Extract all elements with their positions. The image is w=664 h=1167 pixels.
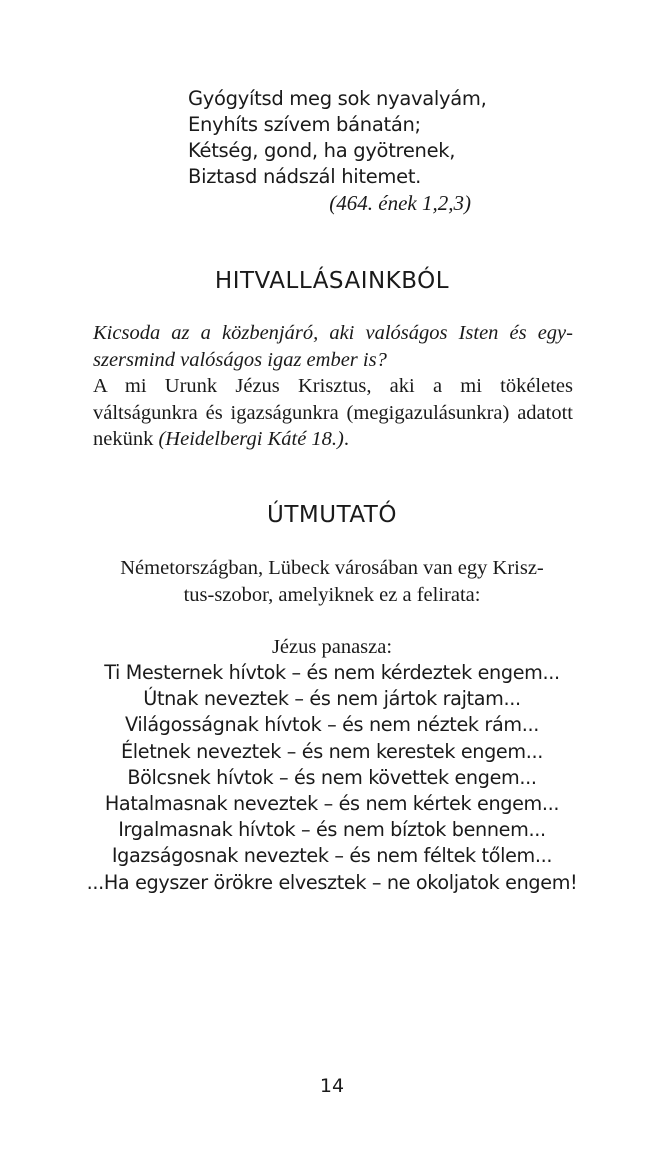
guide-intro (0, 555, 664, 608)
lament-line: Ti Mesternek hívtok – és nem kérdeztek engem... (104, 661, 560, 684)
lament-line: Bölcsnek hívtok – és nem követtek engem... (127, 765, 537, 789)
catechism-answer: A mi Urunk Jézus Krisztus, aki a mi tökéletes váltságunkra és igazságunkra (megigazulásunkra) adatott nekünk (93, 375, 573, 450)
hymn-line: Biztasd nádszál hitemet. (188, 165, 422, 188)
lament-line: Hatalmasnak neveztek – és nem kértek engem... (104, 792, 560, 816)
lament-line: ...Ha egyszer örökre elvesztek – ne okoljatok engem! (86, 870, 578, 894)
hymn-reference: (464. ének 1,2,3) (329, 191, 471, 215)
hymn-line: Kétség, gond, ha gyötrenek, (188, 139, 456, 162)
intro-line: tus-szobor, amelyiknek ez a felirata: (183, 583, 481, 606)
lament-line: Irgalmasnak hívtok – és nem bíztok bennem... (118, 818, 546, 842)
catechism-question: Kicsoda az a közbenjáró, aki valóságos Isten és egyszersmind valóságos igaz ember is? (93, 322, 573, 371)
catechism-paragraph (93, 320, 573, 453)
intro-line: Németországban, Lübeck városában van egy Krisz- (120, 557, 544, 579)
jesus-lament (0, 634, 664, 896)
hymn-stanza (188, 86, 488, 216)
hymn-line: Gyógyítsd meg sok nyavalyám, (188, 87, 487, 110)
catechism-citation: (Heidelbergi Káté 18.) (158, 428, 344, 450)
lament-title: Jézus panasza: (271, 636, 393, 658)
lament-line: Útnak neveztek – és nem jártok rajtam... (143, 687, 521, 711)
lament-line: Világosságnak hívtok – és nem néztek rám... (125, 713, 539, 737)
hymn-line: Enyhíts szívem bánatán; (188, 113, 421, 136)
lament-line: Igazságosnak neveztek – és nem féltek tőlem... (111, 844, 553, 868)
section-heading-confessions: HITVALLÁSAINKBÓL (214, 268, 450, 294)
lament-line: Életnek neveztek – és nem kerestek engem... (121, 739, 543, 763)
page-number: 14 (319, 1075, 345, 1097)
section-heading-guide: ÚTMUTATÓ (267, 502, 397, 528)
catechism-end: . (343, 428, 350, 450)
